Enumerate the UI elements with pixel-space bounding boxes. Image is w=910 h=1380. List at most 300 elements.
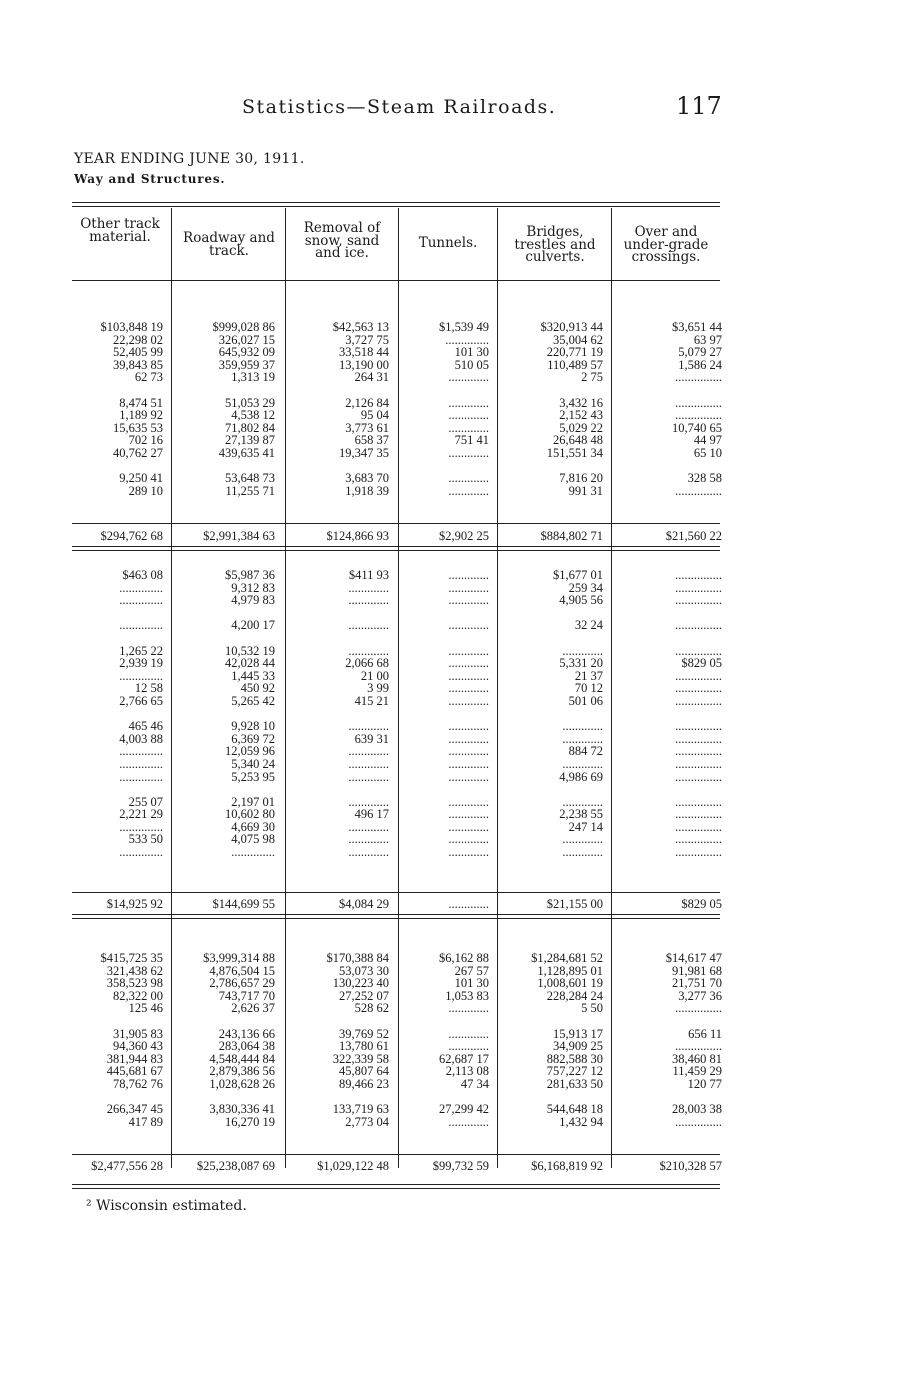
table-cell: 45,807 64 — [339, 1064, 389, 1079]
table-cell — [614, 632, 722, 645]
table-cell: 62,687 17 — [439, 1051, 489, 1066]
table-cell: 39,769 52 — [339, 1026, 389, 1041]
table-cell: 78,762 76 — [113, 1076, 163, 1091]
table-column — [397, 321, 489, 497]
column-divider — [497, 208, 498, 1168]
table-cell: .............. — [119, 756, 163, 771]
total-rule — [72, 546, 720, 547]
table-column — [171, 952, 275, 1128]
table-cell: 359,959 37 — [218, 357, 275, 372]
table-cell: 4,003 88 — [119, 731, 163, 746]
table-cell: $320,913 44 — [540, 320, 603, 334]
table-subtitle: Way and Structures. — [74, 172, 226, 186]
table-column — [285, 321, 389, 497]
table-cell: ............... — [675, 643, 722, 658]
table-cell: 1,128,895 01 — [537, 963, 603, 978]
table-cell — [71, 384, 163, 397]
column-header: Other track material. — [80, 216, 160, 245]
table-cell: 2,066 68 — [345, 656, 389, 671]
table-cell: 1,008,601 19 — [537, 976, 603, 991]
table-cell: 2,773 04 — [345, 1114, 389, 1129]
table-cell: 658 37 — [354, 433, 389, 448]
table-cell: ............. — [448, 1026, 489, 1041]
column-header: Tunnels. — [418, 235, 478, 251]
table-cell: ............. — [348, 744, 389, 759]
table-cell: ............. — [562, 643, 603, 658]
table-cell: ............. — [448, 568, 489, 582]
table-cell: 5,331 20 — [559, 656, 603, 671]
table-cell — [397, 632, 489, 645]
table-cell: 3,432 16 — [559, 395, 603, 410]
table-cell: 9,250 41 — [119, 471, 163, 486]
table-cell: ............. — [348, 769, 389, 784]
table-cell: ............. — [448, 832, 489, 847]
total-cell: $6,168,819 92 — [531, 1159, 603, 1173]
table-cell: .............. — [119, 819, 163, 834]
table-cell — [614, 384, 722, 397]
table-cell: ............... — [675, 1039, 722, 1054]
table-cell: 151,551 34 — [546, 445, 603, 460]
table-cell: ............. — [348, 618, 389, 633]
table-cell: 6,369 72 — [231, 731, 275, 746]
column-divider — [611, 208, 612, 1168]
table-cell: ............. — [448, 668, 489, 683]
table-cell: 751 41 — [454, 433, 489, 448]
table-cell: ............. — [448, 370, 489, 385]
table-cell: 5 50 — [581, 1001, 603, 1016]
table-cell: 125 46 — [128, 1001, 163, 1016]
total-cell: $2,902 25 — [439, 529, 489, 543]
table-cell: ............... — [675, 568, 722, 582]
table-cell: 94,360 43 — [113, 1039, 163, 1054]
table-cell: ............. — [448, 756, 489, 771]
table-cell — [171, 1015, 275, 1028]
header-rule — [72, 280, 720, 281]
table-cell: 1,445 33 — [231, 668, 275, 683]
table-cell: 91,981 68 — [672, 963, 722, 978]
table-cell: $829 05 — [681, 656, 722, 671]
table-cell: .............. — [119, 845, 163, 860]
bottom-rule — [72, 1188, 720, 1189]
table-cell — [285, 783, 389, 796]
table-cell: ............. — [348, 580, 389, 595]
table-cell: 4,986 69 — [559, 769, 603, 784]
table-cell: 7,816 20 — [559, 471, 603, 486]
total-cell: $4,084 29 — [339, 897, 389, 911]
top-rule — [72, 202, 720, 203]
table-cell: 31,905 83 — [113, 1026, 163, 1041]
table-cell: 2,879,386 56 — [209, 1064, 275, 1079]
table-cell: ............... — [675, 370, 722, 385]
table-cell: ............. — [448, 744, 489, 759]
table-cell: 267 57 — [454, 963, 489, 978]
table-cell: $999,028 86 — [212, 320, 275, 334]
table-cell: ............... — [675, 681, 722, 696]
table-cell: 21,751 70 — [672, 976, 722, 991]
table-cell: 42,028 44 — [225, 656, 275, 671]
table-cell: ............. — [448, 445, 489, 460]
table-cell: ............... — [675, 618, 722, 633]
table-cell: 5,253 95 — [231, 769, 275, 784]
column-header: Bridges, trestles and culverts. — [514, 224, 596, 265]
table-cell: 9,312 83 — [231, 580, 275, 595]
table-cell: ............. — [348, 819, 389, 834]
table-cell: ............... — [675, 744, 722, 759]
table-cell: ............. — [348, 794, 389, 809]
table-cell: ............. — [448, 593, 489, 608]
table-cell: ............. — [448, 580, 489, 595]
table-cell: 13,190 00 — [339, 357, 389, 372]
table-cell: 21 37 — [574, 668, 603, 683]
table-cell: ............. — [562, 731, 603, 746]
total-cell: $294,762 68 — [100, 529, 163, 543]
table-cell: 26,648 48 — [553, 433, 603, 448]
table-cell — [397, 783, 489, 796]
table-cell: 12,059 96 — [225, 744, 275, 759]
page-number: 117 — [676, 92, 722, 120]
table-cell: 133,719 63 — [332, 1102, 389, 1117]
total-cell: $2,991,384 63 — [203, 529, 275, 543]
table-cell: 4,200 17 — [231, 618, 275, 633]
table-cell: 4,075 98 — [231, 832, 275, 847]
table-cell: 4,905 56 — [559, 593, 603, 608]
table-cell: 3,830,336 41 — [209, 1102, 275, 1117]
total-rule — [72, 918, 720, 919]
table-cell: 322,339 58 — [332, 1051, 389, 1066]
table-cell: ............. — [562, 719, 603, 734]
table-cell: 28,003 38 — [672, 1102, 722, 1117]
table-cell: 2,238 55 — [559, 807, 603, 822]
total-cell: $1,029,122 48 — [317, 1159, 389, 1173]
table-cell: ............. — [448, 1001, 489, 1016]
table-cell — [285, 632, 389, 645]
table-cell: 3,683 70 — [345, 471, 389, 486]
table-cell: $1,284,681 52 — [531, 951, 603, 965]
table-column — [614, 569, 722, 859]
total-cell: $124,866 93 — [326, 529, 389, 543]
table-cell: 702 16 — [128, 433, 163, 448]
table-cell — [499, 783, 603, 796]
table-cell: 1,313 19 — [231, 370, 275, 385]
table-cell: 439,635 41 — [218, 445, 275, 460]
table-cell — [171, 632, 275, 645]
table-column — [499, 321, 603, 497]
table-cell: ............... — [675, 769, 722, 784]
table-cell: ............. — [562, 794, 603, 809]
table-cell: 13,780 61 — [339, 1039, 389, 1054]
table-cell: ............. — [448, 794, 489, 809]
table-cell: 496 17 — [354, 807, 389, 822]
total-rule — [72, 1154, 720, 1155]
table-cell: 27,139 87 — [225, 433, 275, 448]
table-cell: $103,848 19 — [100, 320, 163, 334]
total-cell: $21,560 22 — [665, 529, 722, 543]
table-column — [614, 321, 722, 497]
running-title: Statistics—Steam Railroads. — [242, 96, 557, 118]
table-cell: ............. — [562, 756, 603, 771]
table-column — [397, 952, 489, 1128]
table-cell: 1,053 83 — [445, 988, 489, 1003]
table-cell: ............... — [675, 580, 722, 595]
table-cell: ............. — [448, 845, 489, 860]
table-cell: $463 08 — [122, 568, 163, 582]
table-cell: 2,626 37 — [231, 1001, 275, 1016]
table-cell: 544,648 18 — [546, 1102, 603, 1117]
table-cell: .............. — [119, 593, 163, 608]
table-cell: 501 06 — [568, 693, 603, 708]
table-cell: .............. — [119, 769, 163, 784]
table-cell: ............... — [675, 395, 722, 410]
table-cell: 5,029 22 — [559, 420, 603, 435]
table-cell: 63 97 — [693, 332, 722, 347]
table-cell: ............. — [448, 618, 489, 633]
table-cell: 110,489 57 — [547, 357, 603, 372]
year-line: YEAR ENDING JUNE 30, 1911. — [74, 151, 305, 167]
table-column — [614, 952, 722, 1128]
table-cell: ............. — [448, 819, 489, 834]
table-cell: 528 62 — [354, 1001, 389, 1016]
table-column — [499, 569, 603, 859]
total-cell: $2,477,556 28 — [91, 1159, 163, 1173]
table-cell: 2 75 — [581, 370, 603, 385]
table-cell: 33,518 44 — [339, 345, 389, 360]
table-cell: 44 97 — [693, 433, 722, 448]
table-cell: 15,913 17 — [553, 1026, 603, 1041]
table-cell: 89,466 23 — [339, 1076, 389, 1091]
table-cell — [614, 1015, 722, 1028]
table-cell: 82,322 00 — [113, 988, 163, 1003]
table-cell: $411 93 — [348, 568, 389, 582]
table-column — [285, 952, 389, 1128]
table-cell: 321,438 62 — [106, 963, 163, 978]
table-cell: 2,113 08 — [445, 1064, 489, 1079]
table-cell: ............. — [448, 719, 489, 734]
table-cell — [71, 1015, 163, 1028]
table-cell: 445,681 67 — [106, 1064, 163, 1079]
table-cell: ............. — [348, 832, 389, 847]
table-cell: 47 34 — [460, 1076, 489, 1091]
table-cell: 228,284 24 — [546, 988, 603, 1003]
table-cell: ............. — [448, 656, 489, 671]
table-cell: 52,405 99 — [113, 345, 163, 360]
table-cell: 264 31 — [354, 370, 389, 385]
table-cell: 417 89 — [128, 1114, 163, 1129]
table-column — [285, 569, 389, 859]
table-cell: 2,221 29 — [119, 807, 163, 822]
total-rule — [72, 892, 720, 893]
footnote: ² Wisconsin estimated. — [86, 1198, 247, 1214]
table-cell: 259 34 — [568, 580, 603, 595]
table-cell: ............... — [675, 693, 722, 708]
table-cell: 656 11 — [688, 1026, 722, 1041]
table-cell: 3,277 36 — [678, 988, 722, 1003]
table-cell: ............... — [675, 483, 722, 498]
table-cell: 130,223 40 — [332, 976, 389, 991]
table-cell: 4,548,444 84 — [209, 1051, 275, 1066]
table-cell: 3 99 — [367, 681, 389, 696]
table-cell: 39,843 85 — [113, 357, 163, 372]
table-cell: 1,028,628 26 — [209, 1076, 275, 1091]
table-cell: 4,979 83 — [231, 593, 275, 608]
table-cell: $42,563 13 — [332, 320, 389, 334]
table-cell: 415 21 — [354, 693, 389, 708]
table-cell: ............... — [675, 845, 722, 860]
table-cell: 243,136 66 — [218, 1026, 275, 1041]
table-cell: .............. — [231, 845, 275, 860]
table-cell: .............. — [119, 668, 163, 683]
top-rule — [72, 206, 720, 207]
table-cell: 16,270 19 — [225, 1114, 275, 1129]
table-cell: ............. — [348, 719, 389, 734]
table-cell: 328 58 — [687, 471, 722, 486]
table-column — [171, 569, 275, 859]
table-cell: 51,053 29 — [225, 395, 275, 410]
table-cell — [285, 384, 389, 397]
table-cell: 991 31 — [568, 483, 603, 498]
table-cell: 2,766 65 — [119, 693, 163, 708]
table-cell: 4,669 30 — [231, 819, 275, 834]
table-cell: .............. — [119, 744, 163, 759]
table-cell: 1,265 22 — [119, 643, 163, 658]
table-cell: 4,538 12 — [231, 408, 275, 423]
table-cell: 281,633 50 — [546, 1076, 603, 1091]
total-cell: $210,328 57 — [659, 1159, 722, 1173]
table-cell: 2,126 84 — [345, 395, 389, 410]
table-cell: 1,189 92 — [119, 408, 163, 423]
table-cell: 8,474 51 — [119, 395, 163, 410]
table-cell: $14,617 47 — [665, 951, 722, 965]
table-cell: 533 50 — [128, 832, 163, 847]
table-cell: 358,523 98 — [106, 976, 163, 991]
table-cell: ............. — [448, 420, 489, 435]
table-cell — [171, 384, 275, 397]
table-cell: ............... — [675, 731, 722, 746]
table-cell: 1,432 94 — [559, 1114, 603, 1129]
table-cell: 4,876,504 15 — [209, 963, 275, 978]
table-cell: 2,939 19 — [119, 656, 163, 671]
table-cell: $6,162 88 — [439, 951, 489, 965]
table-cell: 11,255 71 — [225, 483, 275, 498]
table-cell: 3,727 75 — [345, 332, 389, 347]
total-cell: ............. — [448, 897, 489, 911]
table-cell: ............... — [675, 668, 722, 683]
table-cell: ............. — [562, 832, 603, 847]
table-cell: 5,340 24 — [231, 756, 275, 771]
table-cell: 22,298 02 — [113, 332, 163, 347]
table-cell: 266,347 45 — [106, 1102, 163, 1117]
table-cell: 53,648 73 — [225, 471, 275, 486]
table-cell: 381,944 83 — [106, 1051, 163, 1066]
table-cell — [614, 783, 722, 796]
table-cell: 71,802 84 — [225, 420, 275, 435]
table-cell: 10,532 19 — [225, 643, 275, 658]
table-cell: ............... — [675, 719, 722, 734]
table-cell: 884 72 — [568, 744, 603, 759]
table-cell: 3,773 61 — [345, 420, 389, 435]
table-cell: 645,932 09 — [218, 345, 275, 360]
table-cell: ............. — [448, 408, 489, 423]
table-cell: 450 92 — [240, 681, 275, 696]
bottom-rule — [72, 1184, 720, 1185]
table-cell: 743,717 70 — [218, 988, 275, 1003]
table-cell: 101 30 — [454, 976, 489, 991]
table-cell — [285, 1015, 389, 1028]
table-cell: 283,064 38 — [218, 1039, 275, 1054]
table-cell: 2,197 01 — [231, 794, 275, 809]
table-cell: 289 10 — [128, 483, 163, 498]
table-cell — [71, 783, 163, 796]
table-cell: 101 30 — [454, 345, 489, 360]
total-rule — [72, 914, 720, 915]
table-cell: 10,602 80 — [225, 807, 275, 822]
table-cell: ............. — [448, 769, 489, 784]
table-cell: 757,227 12 — [546, 1064, 603, 1079]
table-cell: 62 73 — [134, 370, 163, 385]
table-cell: .............. — [445, 332, 489, 347]
column-header: Over and under-grade crossings. — [623, 224, 709, 265]
table-cell: 1,586 24 — [678, 357, 722, 372]
table-cell: 21 00 — [360, 668, 389, 683]
table-cell: 255 07 — [128, 794, 163, 809]
table-cell: 2,152 43 — [559, 408, 603, 423]
table-cell: ............. — [448, 693, 489, 708]
table-cell: ............. — [562, 845, 603, 860]
table-cell: 19,347 35 — [339, 445, 389, 460]
table-cell: 27,252 07 — [339, 988, 389, 1003]
table-cell — [499, 384, 603, 397]
table-cell: 10,740 65 — [672, 420, 722, 435]
table-cell: 326,027 15 — [218, 332, 275, 347]
table-cell: ............. — [448, 1039, 489, 1054]
total-cell: $99,732 59 — [432, 1159, 489, 1173]
table-cell: 40,762 27 — [113, 445, 163, 460]
table-cell: ............... — [675, 832, 722, 847]
table-cell: 34,909 25 — [553, 1039, 603, 1054]
table-cell — [397, 1015, 489, 1028]
total-cell: $14,925 92 — [106, 897, 163, 911]
table-cell: $415,725 35 — [100, 951, 163, 965]
table-cell: ............. — [448, 807, 489, 822]
table-column — [71, 569, 163, 859]
table-cell: 639 31 — [354, 731, 389, 746]
column-header: Roadway and track. — [183, 230, 275, 259]
table-column — [71, 321, 163, 497]
total-cell: $144,699 55 — [212, 897, 275, 911]
table-cell: ............... — [675, 807, 722, 822]
table-cell: $3,651 44 — [672, 320, 722, 334]
table-column — [397, 569, 489, 859]
table-cell: 510 05 — [454, 357, 489, 372]
table-cell: $5,987 36 — [225, 568, 275, 582]
table-column — [71, 952, 163, 1128]
table-cell: 35,004 62 — [553, 332, 603, 347]
total-rule — [72, 523, 720, 524]
table-cell: 5,079 27 — [678, 345, 722, 360]
table-cell: ............. — [448, 681, 489, 696]
table-cell: ............. — [348, 756, 389, 771]
table-cell: ............. — [448, 483, 489, 498]
table-cell: ............. — [348, 593, 389, 608]
table-cell: $3,999,314 88 — [203, 951, 275, 965]
table-cell — [71, 632, 163, 645]
total-cell: $21,155 00 — [546, 897, 603, 911]
table-cell: 95 04 — [360, 408, 389, 423]
table-cell — [499, 632, 603, 645]
table-cell: ............. — [448, 471, 489, 486]
table-cell: ............... — [675, 593, 722, 608]
table-cell: 12 58 — [134, 681, 163, 696]
table-cell: .............. — [119, 618, 163, 633]
